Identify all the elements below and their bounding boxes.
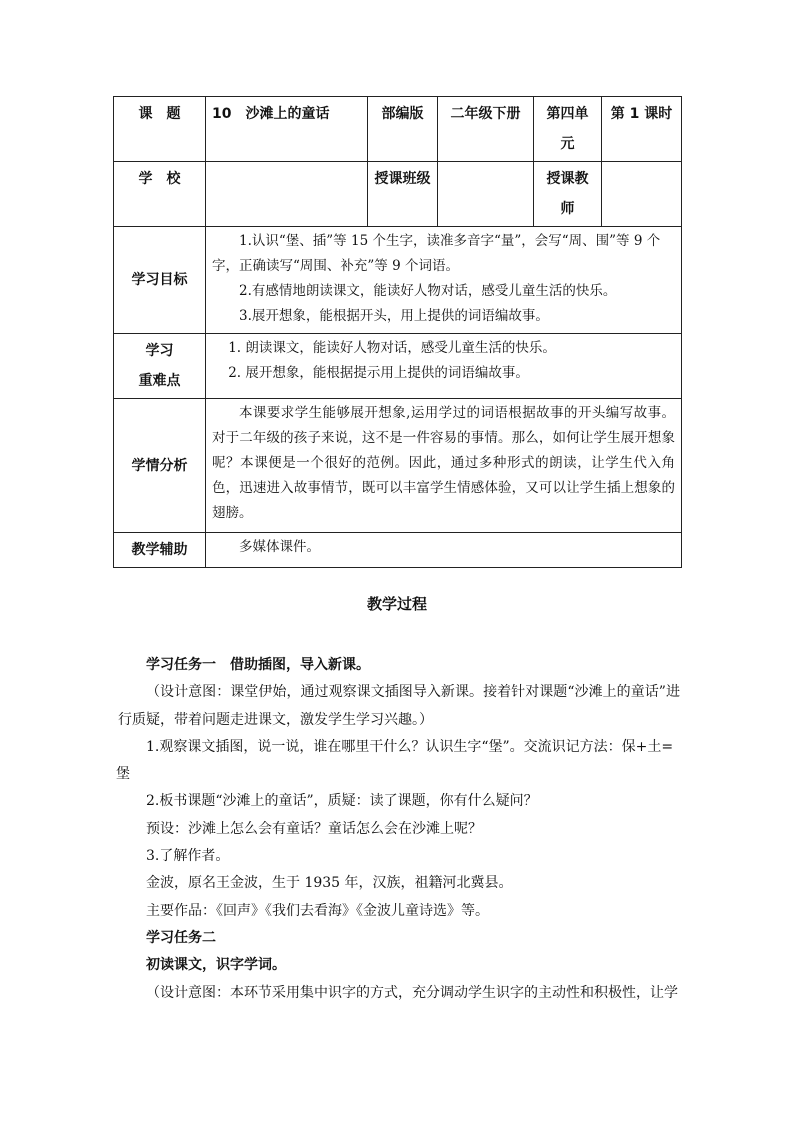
- step2: 2.板书课题“沙滩上的童话”，质疑：读了课题，你有什么疑问？: [146, 793, 538, 810]
- step1-line1: 1.观察课文插图，说一说，谁在哪里干什么？认识生字“堡”。交流识记方法：保+土=: [146, 738, 674, 755]
- key-points-content: [206, 334, 682, 399]
- task1-heading: 学习任务一 借助插图，导入新课。: [146, 657, 370, 673]
- class-value: [438, 162, 534, 227]
- goal-item: 2.有感情地朗读课文，能读好人物对话，感受儿童生活的快乐。: [239, 283, 617, 299]
- table-row-lesson: [114, 97, 682, 162]
- author-info: 金波，原名王金波，生于 1935 年，汉族，祖籍河北冀县。: [146, 875, 513, 892]
- task2-subheading: 初读课文，识字学词。: [146, 957, 286, 974]
- label-analysis: 学情分析: [114, 399, 206, 533]
- task2-intent: （设计意图：本环节采用集中识字的方式，充分调动学生识字的主动性和积极性，让学: [146, 984, 678, 1001]
- key-point-item: 1. 朗读课文，能读好人物对话，感受儿童生活的快乐。: [228, 340, 556, 356]
- label-class: 授课班级: [368, 162, 438, 227]
- analysis-content: [206, 399, 682, 533]
- label-key-points-line2: 重难点: [138, 373, 181, 389]
- teacher-value: [602, 162, 682, 227]
- works-info: 主要作品：《回声》《我们去看海》《金波儿童诗选》等。: [146, 902, 489, 919]
- goal-item: 1.认识“堡、插”等 15 个生字，读准多音字“量”，会写“周、围”等 9 个字，正确读写“周围、补充”等 9 个词语。: [212, 233, 661, 274]
- table-row-goals: [114, 227, 682, 334]
- label-goals: 学习目标: [114, 227, 206, 334]
- period-cell: 第 1 课时: [602, 97, 682, 162]
- table-row-analysis: [114, 399, 682, 533]
- edition-cell: 部编版: [368, 97, 438, 162]
- grade-cell: 二年级下册: [438, 97, 534, 162]
- label-key-points-line1: 学习: [145, 343, 174, 359]
- goals-content: [206, 227, 682, 334]
- label-teacher: 授课教师: [534, 162, 602, 227]
- task2-heading: 学习任务二: [146, 929, 216, 946]
- key-point-item: 2. 展开想象，能根据提示用上提供的词语编故事。: [228, 365, 529, 381]
- goal-item: 3.展开想象，能根据开头，用上提供的词语编故事。: [239, 308, 549, 324]
- label-aids: 教学辅助: [114, 533, 206, 568]
- unit-cell: 第四单元: [534, 97, 602, 162]
- preset: 预设：沙滩上怎么会有童话？童话怎么会在沙滩上呢？: [146, 820, 482, 837]
- table-row-aids: [114, 533, 682, 568]
- table-row-school: [114, 162, 682, 227]
- table-row-key-points: [114, 334, 682, 399]
- aids-text: 多媒体课件。: [239, 539, 320, 555]
- step1-line2: 堡: [116, 766, 130, 783]
- school-value: [206, 162, 368, 227]
- analysis-text: 本课要求学生能够展开想象,运用学过的词语根据故事的开头编写故事。对于二年级的孩子来说，这不是一件容易的事情。那么，如何让学生展开想象呢？本课便是一个很好的范例。因此，通过多种形式的朗读，让学生代入角色，迅速进入故事情节，既可以丰富学生情感体验，又可以让学生插上想象的翅膀。: [212, 405, 675, 521]
- lesson-info-table: [113, 96, 682, 568]
- label-key-points: [114, 334, 206, 399]
- label-lesson: 课 题: [114, 97, 206, 162]
- aids-content: [206, 533, 682, 568]
- section-title: 教学过程: [366, 595, 427, 613]
- label-school: 学 校: [114, 162, 206, 227]
- step3: 3.了解作者。: [146, 848, 230, 865]
- process-body: [118, 652, 680, 1007]
- task1-intent: （设计意图：课堂伊始，通过观察课文插图导入新课。接着针对课题“沙滩上的童话”进行质疑，带着问题走进课文，激发学生学习兴趣。）: [118, 684, 680, 728]
- lesson-title: 10 沙滩上的童话: [206, 97, 368, 162]
